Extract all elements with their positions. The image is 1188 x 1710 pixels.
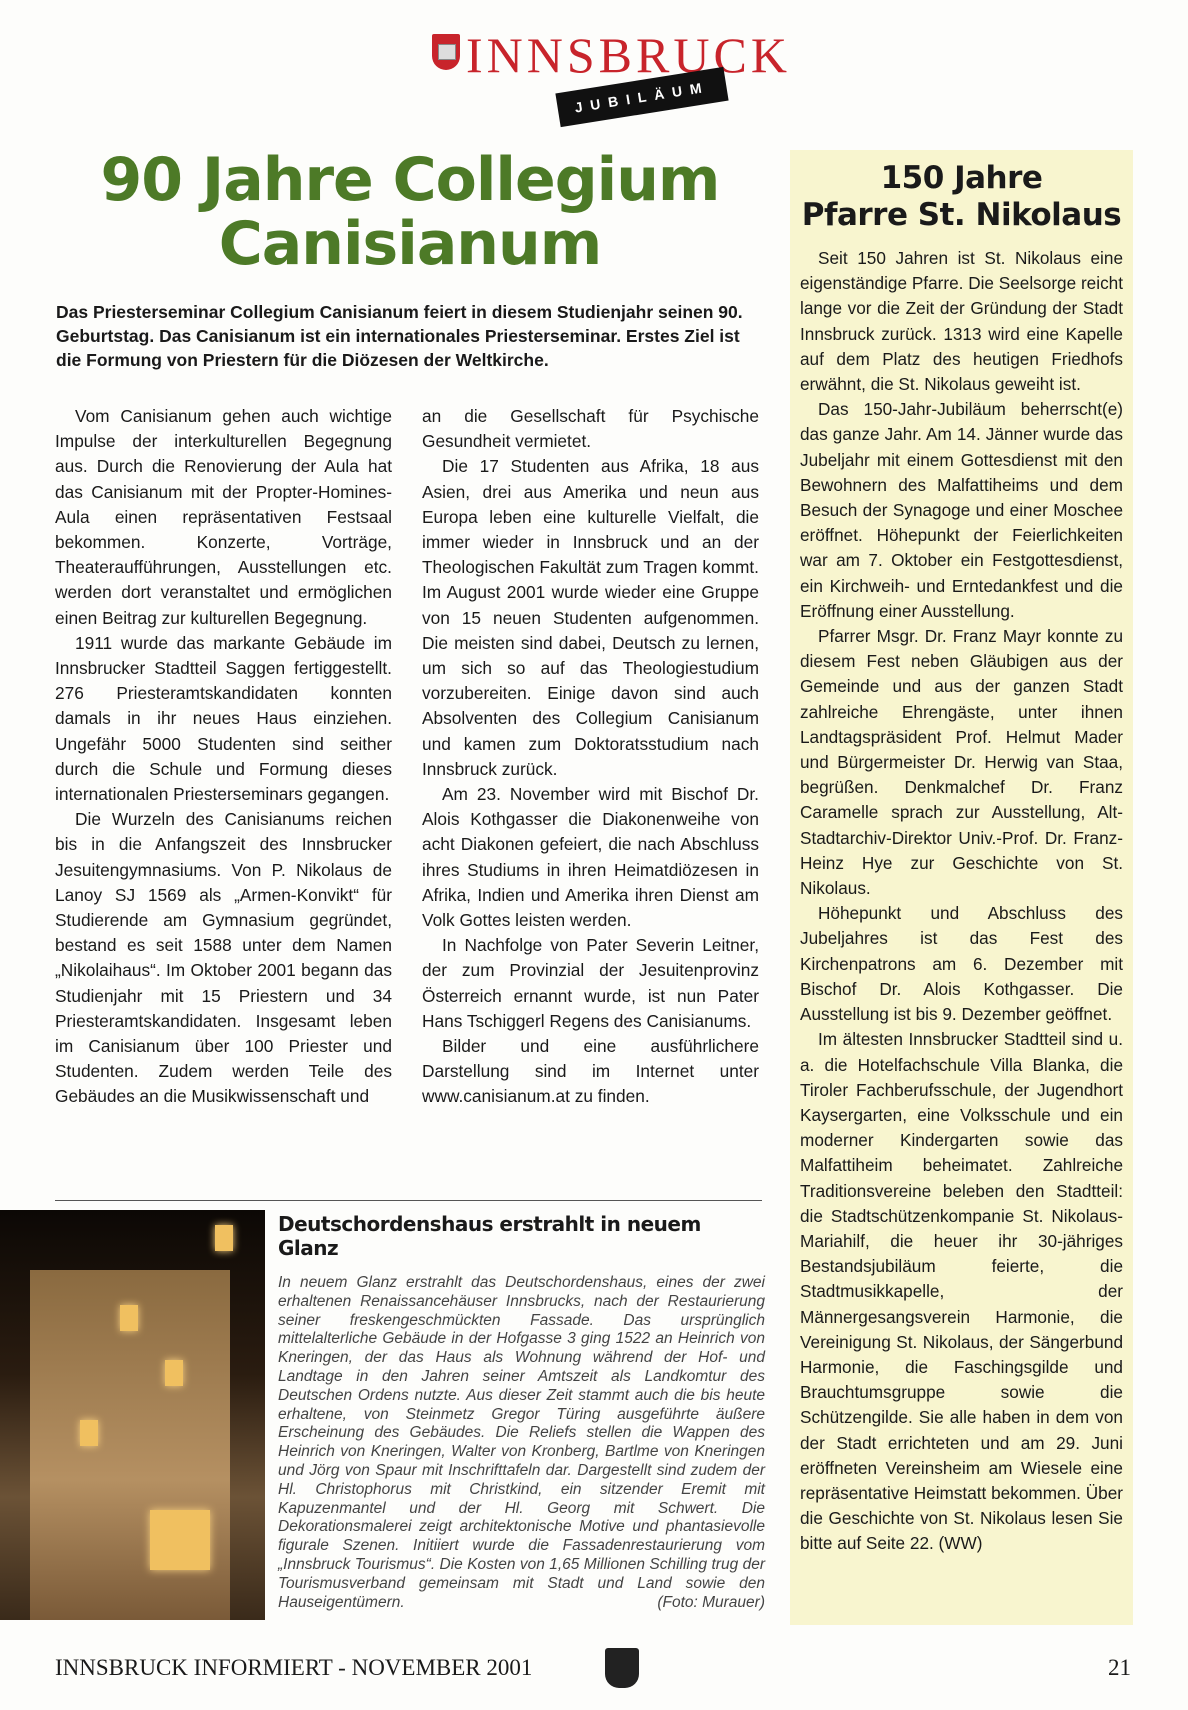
sidebar-box [790,150,1133,1625]
lit-window [80,1420,98,1446]
photo-story [278,1212,765,1612]
sidebar-title-line1: 150 Jahre [880,160,1043,196]
paragraph: Seit 150 Jahren ist St. Nikolaus eine eigenständige Pfarre. Die Seelsorge reicht lange vor die Zeit der Gründung der Stadt Innsbruck zurück. 1313 wird eine Kapelle auf dem Platz des heutigen Friedhofs erwähnt, die St. Nikolaus geweiht ist. [800,248,1123,395]
paragraph: Am 23. November wird mit Bischof Dr. Alois Kothgasser die Diakonenweihe von acht Diakonen gefeiert, die nach Abschluss ihres Studiums in ihren Heimatdiözesen in Afrika, Indien und Amerika ihren Dienst am Volk Gottes leisten werden. [422,784,759,931]
paragraph: Pfarrer Msgr. Dr. Franz Mayr konnte zu diesem Fest neben Gläubigen aus der Gemeinde und aus der ganzen Stadt zahlreiche Ehrengäste, unter ihnen Landtagspräsident Prof. Helmut Mader und Bürgermeister Dr. Herwig van Staa, begrüßen. Denkmalchef Dr. Franz Caramelle sprach zur Ausstellung, Alt-Stadtarchiv-Direktor Univ.-Prof. Dr. Franz-Heinz Hye zur Geschichte von St. Nikolaus. [800,626,1123,899]
divider [55,1200,762,1201]
paragraph: 1911 wurde das markante Gebäude im Innsbrucker Stadtteil Saggen fertiggestellt. 276 Priesteramtskandidaten konnten damals in ihr neues Haus einziehen. Ungefähr 5000 Studenten sind seither durch die Schule und Formung dieses internationalen Priesterseminars gegangen. [55,632,392,805]
lit-window [165,1360,183,1386]
paragraph: Im ältesten Innsbrucker Stadtteil sind u. a. die Hotelfachschule Villa Blanka, die Tiroler Fachberufsschule, der Jugendhort Kaysergarten, eine Volksschule und ein moderner Kindergarten sowie das Malfattiheim beheimatet. Zahlreiche Traditionsvereine beleben den Stadtteil: die Stadtschützenkompanie St. Nikolaus-Mariahilf, die heuer ihr 30-jähriges Bestandsjubiläum feierte, die Stadtmusikkapelle, der Männergesangsverein Harmonie, die Vereinigung St. Nikolaus, der Sängerbund Harmonie, die Faschingsgilde und Brauchtumsgruppe sowie die Schützengilde. Sie alle haben in dem von der Stadt errichteten und am 29. Juni eröffneten Vereinsheim am Wiesele eine repräsentative Heimstatt bekommen. Über die Geschichte von St. Nikolaus lesen Sie bitte auf Seite 22. (WW) [800,1029,1123,1554]
sidebar-title [790,160,1133,234]
lit-window [215,1225,233,1251]
paragraph: In Nachfolge von Pater Severin Leitner, der zum Provinzial der Jesuitenprovinz Österreich ernannt wurde, ist nun Pater Hans Tschiggerl Regens des Canisianums. [422,935,759,1031]
page-number: 21 [1108,1655,1131,1680]
footer-publication: INNSBRUCK INFORMIERT - NOVEMBER 2001 [55,1655,533,1680]
innsbruck-crest-icon [432,34,460,70]
logo-brand: INNSBRUCK [466,27,791,83]
deutschordenshaus-photo [0,1210,265,1620]
sidebar-title-line2: Pfarre St. Nikolaus [801,197,1122,233]
sidebar-body [790,246,1133,1557]
paragraph: an die Gesellschaft für Psychische Gesundheit vermietet. [422,406,759,452]
logo-subtitle: JUBILÄUM [555,67,728,127]
article-title: 90 Jahre Collegium Canisianum [100,145,720,279]
innsbruck-jubilaeum-logo [432,27,791,123]
paragraph: Bilder und eine ausführlichere Darstellung sind im Internet unter www.canisianum.at zu finden. [422,1036,759,1107]
paragraph: Höhepunkt und Abschluss des Jubeljahres ist das Fest des Kirchenpatrons am 6. Dezember mit Bischof Dr. Alois Kothgasser. Die Ausstellung ist bis 9. Dezember geöffnet. [800,903,1123,1025]
paragraph: Die Wurzeln des Canisianums reichen bis in die Anfangszeit des Innsbrucker Jesuitengymnasiums. Von P. Nikolaus de Lanoy SJ 1569 als „Armen-Konvikt“ für Studierende am Gymnasium gegründet, bestand es seit 1588 unter dem Namen „Nikolaihaus“. Im Oktober 2001 begann das Studienjahr mit 15 Priestern und 34 Priesteramtskandidaten. Insgesamt leben im Canisianum über 100 Priester und Studenten. Zudem werden Teile des Gebäudes an die Musikwissenschaft und [55,809,392,1107]
photo-story-title: Deutschordenshaus erstrahlt in neuem Glanz [278,1212,701,1260]
paragraph: Vom Canisianum gehen auch wichtige Impulse der interkulturellen Begegnung aus. Durch die Renovierung der Aula hat das Canisianum mit der Propter-Homines-Aula einen repräsentativen Festsaal bekommen. Konzerte, Vorträge, Theateraufführungen, Ausstellungen etc. werden dort veranstaltet und ermöglichen einen Beitrag zur kulturellen Begegnung. [55,406,392,628]
article-column-1 [55,404,392,1110]
paragraph: Das 150-Jahr-Jubiläum beherrscht(e) das ganze Jahr. Am 14. Jänner wurde das Jubeljahr mit einem Gottesdienst mit den Bewohnern des Malfattiheims und dem Besuch der Synagoge und einer Moschee eröffnet. Höhepunkt der Feierlichkeiten war am 7. Oktober ein Festgottesdienst, ein Kirchweih- und Erntedankfest und die Eröffnung einer Ausstellung. [800,399,1123,621]
city-crest-icon [605,1648,639,1688]
photo-story-body: In neuem Glanz erstrahlt das Deutschordenshaus, eines der zwei erhaltenen Renaissancehäuser Innsbrucks, nach der Restaurierung seiner freskengeschmückten Fassade. Das ursprünglich mittelalterliche Gebäude in der Hofgasse 3 ging 1522 an Heinrich von Kneringen, der das Haus als Wohnung während der Hof- und Landtage in den Jahren seiner Amtszeit als Landkomtur des Deutschen Ordens nutzte. Aus dieser Zeit stammt auch die bis heute erhaltene, von Steinmetz Gregor Türing ausgeführte äußere Erscheinung des Gebäudes. Die Reliefs stellen die Wappen des Heinrich von Kneringen, Walter von Kronberg, Bartlme von Kneringen und Jörg von Spaur mit Inschrifttafeln dar. Dargestellt sind zudem der Hl. Christophorus mit Christkind, ein sitzender Eremit mit Kapuzenmantel und der Hl. Georg mit Schwert. Die Dekorationsmalerei zeigt architektonische Motive und phantasievolle figurale Szenen. Initiiert wurde die Fassadenrestaurierung vom „Innsbruck Tourismus“. Die Kosten von 1,65 Millionen Schilling trug der Tourismusverband gemeinsam mit Stadt und Land sowie den Hauseigentümern. [278,1274,765,1611]
article-column-2 [422,404,759,1110]
lit-doorway [150,1510,210,1570]
article-intro: Das Priesterseminar Collegium Canisianum feiert in diesem Studienjahr seinen 90. Geburtstag. Das Canisianum ist ein internationales Priesterseminar. Erstes Ziel ist die Formung von Priestern für die Diözesen der Weltkirche. [56,302,743,370]
photo-story-text [278,1274,765,1612]
paragraph: Die 17 Studenten aus Afrika, 18 aus Asien, drei aus Amerika und neun aus Europa leben eine kulturelle Vielfalt, die immer wieder in Innsbruck und an der Theologischen Fakultät zum Tragen kommt. Im August 2001 wurde wieder eine Gruppe von 15 neuen Studenten aufgenommen. Die meisten sind dabei, Deutsch zu lernen, um sich so auf das Theologiestudium vorzubereiten. Einige davon sind auch Absolventen des Collegium Canisianum und kamen zum Doktoratsstudium nach Innsbruck zurück. [422,456,759,779]
photo-credit: (Foto: Murauer) [657,1593,765,1611]
lit-window [120,1305,138,1331]
